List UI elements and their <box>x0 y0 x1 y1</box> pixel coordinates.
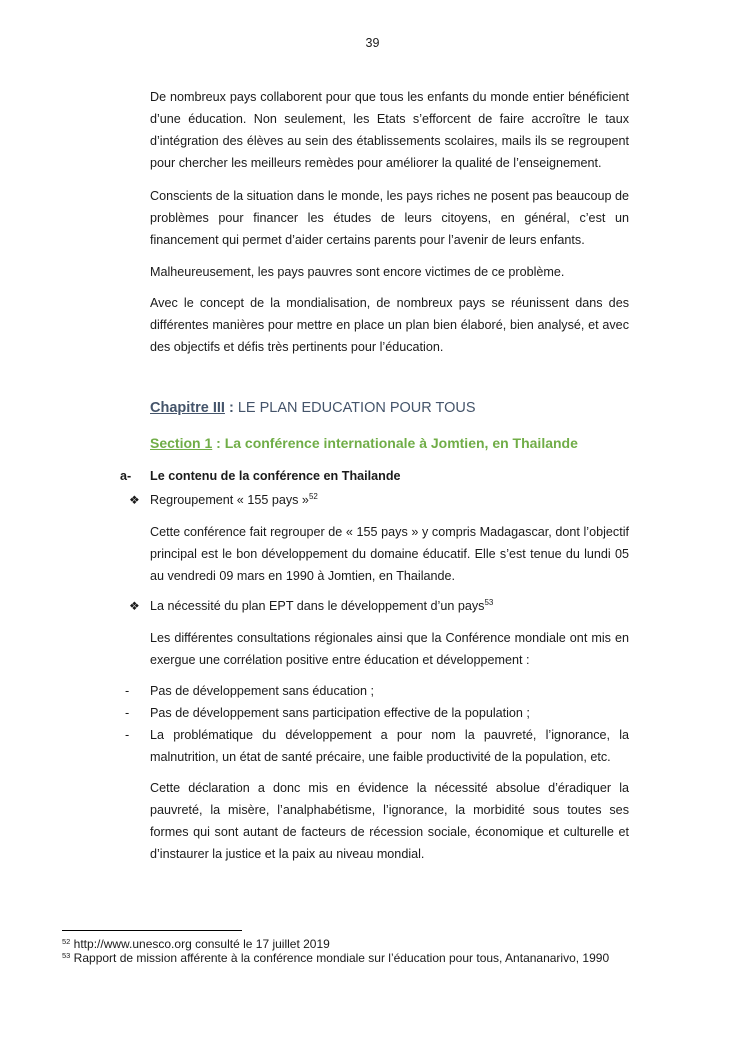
dash-marker: - <box>125 728 130 742</box>
paragraph-poor-countries <box>150 261 629 283</box>
chapter-label: Chapitre III <box>150 400 225 416</box>
section-heading <box>150 435 578 451</box>
chapter-title: LE PLAN EDUCATION POUR TOUS <box>233 400 476 416</box>
paragraph-text: Avec le concept de la mondialisation, de nombreux pays se réunissent dans des différentes manières pour mettre en place un plan bien élaboré, bien analysé, et avec des objectifs et défis très pertinents pour l’éducation. <box>150 296 629 354</box>
paragraph-text: De nombreux pays collaborent pour que tous les enfants du monde entier bénéficient d’une éducation. Non seulement, les Etats s’efforcent de faire accroître le taux d’intégration des élèves au sein des établissements scolaires, mails ils se regroupent pour chercher les meilleurs remèdes pour améliorer la qualité de l’enseignement. <box>150 90 629 170</box>
subheading-text: Le contenu de la conférence en Thailande <box>150 469 401 483</box>
section-label: Section 1 <box>150 435 213 451</box>
footnote-separator <box>62 930 242 931</box>
list-item <box>125 680 629 702</box>
footnote-number: 52 <box>62 937 71 946</box>
paragraph-intro <box>150 86 629 174</box>
footnote-53 <box>62 951 609 965</box>
diamond-bullet-icon: ❖ <box>129 493 140 507</box>
paragraph-text: Cette déclaration a donc mis en évidence la nécessité absolue d’éradiquer la pauvreté, la misère, l’analphabétisme, l’ignorance, la morbidité sous toutes ses formes qui sont autant de facteurs de récession sociale, économique et culturelle et d’instaurer la justice et la paix au niveau mondial. <box>150 781 629 861</box>
paragraph-rich-countries <box>150 185 629 251</box>
footnote-text: http://www.unesco.org consulté le 17 juillet 2019 <box>70 937 330 951</box>
paragraph-globalisation <box>150 292 629 358</box>
page-number: 39 <box>365 36 380 50</box>
dash-marker: - <box>125 706 130 720</box>
paragraph-text: Conscients de la situation dans le monde, les pays riches ne posent pas beaucoup de problèmes pour financer les études de leurs citoyens, en général, c’est un financement qui permet d’aider certains parents pour l’avenir de leurs enfants. <box>150 189 629 247</box>
paragraph-conference <box>150 521 629 587</box>
list-item <box>125 702 629 724</box>
chapter-colon: : <box>224 400 234 416</box>
section-title: : La conférence internationale à Jomtien, en Thailande <box>212 435 578 451</box>
paragraph-text: Malheureusement, les pays pauvres sont encore victimes de ce problème. <box>150 265 565 279</box>
footnote-number: 53 <box>62 951 71 960</box>
diamond-bullet-icon: ❖ <box>129 599 140 613</box>
bullet-text: La nécessité du plan EPT dans le développement d’un pays <box>150 599 485 613</box>
footnote-ref-52: 52 <box>308 492 318 501</box>
list-item <box>125 724 629 768</box>
paragraph-text: Cette conférence fait regrouper de « 155 pays » y compris Madagascar, dont l’objectif principal est le bon développement du domaine éducatif. Elle s’est tenue du lundi 05 au vendredi 09 mars en 1990 à Jomtien, en Thailande. <box>150 525 629 583</box>
list-item-text: Pas de développement sans éducation ; <box>150 684 375 698</box>
footnote-52 <box>62 937 330 951</box>
list-item-text: La problématique du développement a pour nom la pauvreté, l’ignorance, la malnutrition, un état de santé précaire, une faible productivité de la population, etc. <box>150 728 629 764</box>
paragraph-text: Les différentes consultations régionales ainsi que la Conférence mondiale ont mis en exergue une corrélation positive entre éducation et développement : <box>150 631 629 667</box>
bullet-text: Regroupement « 155 pays » <box>150 493 309 507</box>
footnote-ref-53: 53 <box>484 598 494 607</box>
paragraph-consultations <box>150 627 629 671</box>
dash-marker: - <box>125 684 130 698</box>
footnote-text: Rapport de mission afférente à la conférence mondiale sur l’éducation pour tous, Antananarivo, 1990 <box>70 951 610 965</box>
subheading <box>120 469 401 483</box>
list-item-text: Pas de développement sans participation effective de la population ; <box>150 706 530 720</box>
chapter-heading <box>150 400 476 416</box>
subheading-marker: a- <box>120 469 132 483</box>
paragraph-declaration <box>150 777 629 865</box>
